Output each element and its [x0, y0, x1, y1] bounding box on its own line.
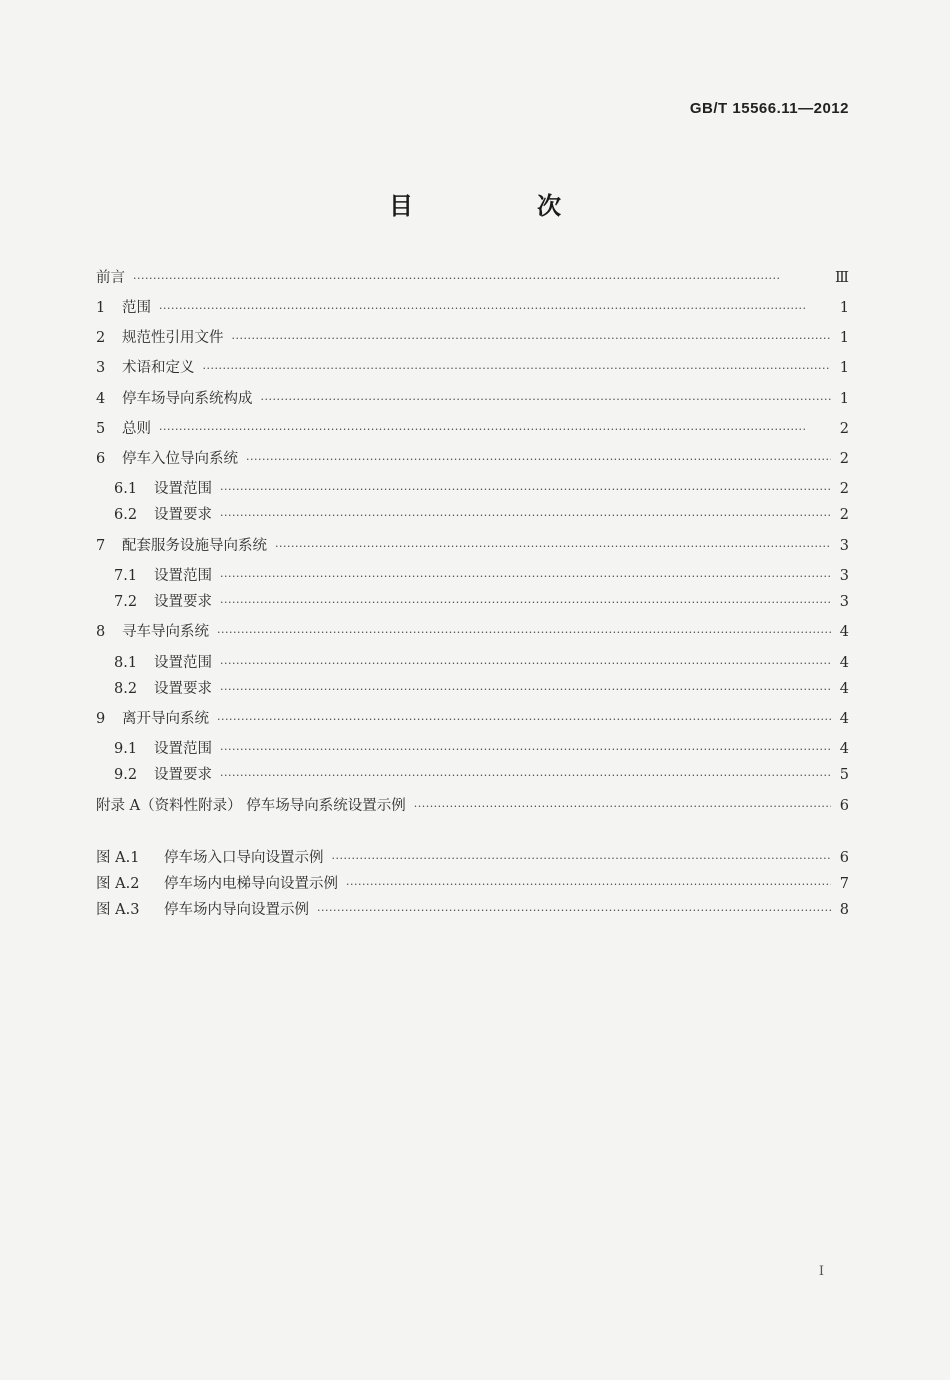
toc-label: 设置要求 — [154, 507, 212, 523]
toc-number: 2 — [96, 330, 106, 346]
toc-page: Ⅲ — [835, 270, 849, 286]
leader-dots — [246, 453, 831, 466]
leader-dots — [220, 657, 831, 670]
toc-page: 4 — [839, 655, 849, 671]
leader-dots — [220, 683, 831, 696]
toc-page: 2 — [839, 421, 849, 437]
toc-label: 设置要求 — [154, 594, 212, 610]
toc-page: 4 — [839, 681, 849, 697]
toc-page: 5 — [839, 767, 849, 783]
toc-label: 离开导向系统 — [122, 711, 209, 727]
leader-dots — [220, 483, 831, 496]
toc-number: 9.2 — [114, 767, 138, 783]
toc-number: 6.1 — [114, 481, 138, 497]
toc-entry-7-2[interactable] — [96, 590, 849, 612]
toc-number: 8.1 — [114, 655, 138, 671]
toc-label: 停车场内导向设置示例 — [164, 902, 309, 918]
toc-label: 术语和定义 — [122, 360, 195, 376]
leader-dots — [220, 769, 831, 782]
toc-page: 3 — [839, 568, 849, 584]
toc-page: 4 — [839, 711, 849, 727]
leader-dots — [217, 713, 831, 726]
toc-number: 9.1 — [114, 741, 138, 757]
toc-entry-4[interactable] — [96, 387, 849, 409]
toc-page: 1 — [839, 330, 849, 346]
toc-number: 7.2 — [114, 594, 138, 610]
toc-page: 2 — [839, 481, 849, 497]
leader-dots — [414, 800, 831, 813]
toc-page: 4 — [839, 624, 849, 640]
toc-label: 停车入位导向系统 — [122, 451, 238, 467]
toc-number: 6 — [96, 451, 106, 467]
toc-entry-7-1[interactable] — [96, 564, 849, 586]
toc-number: 图 A.2 — [96, 876, 140, 892]
leader-dots — [346, 878, 831, 891]
toc-page: 2 — [839, 451, 849, 467]
toc-number: 图 A.1 — [96, 850, 140, 866]
toc-label: 设置范围 — [154, 481, 212, 497]
toc-label: 范围 — [122, 300, 151, 316]
toc-label: 停车场入口导向设置示例 — [164, 850, 324, 866]
toc-entry-1[interactable] — [96, 296, 849, 318]
toc-number: 3 — [96, 360, 106, 376]
toc-entry-8[interactable] — [96, 620, 849, 642]
toc-label: 停车场导向系统构成 — [122, 391, 253, 407]
page-title: 目 次 — [389, 192, 611, 220]
toc-label: 总则 — [122, 421, 151, 437]
toc-entry-6[interactable] — [96, 447, 849, 469]
toc-page: 6 — [839, 850, 849, 866]
toc-label: 设置范围 — [154, 568, 212, 584]
toc-entry-2[interactable] — [96, 326, 849, 348]
toc-number: 7.1 — [114, 568, 138, 584]
toc-entry-annex-a[interactable] — [96, 794, 849, 816]
toc-label: 规范性引用文件 — [122, 330, 224, 346]
toc-number: 7 — [96, 538, 106, 554]
toc-page: 2 — [839, 507, 849, 523]
toc-entry-preface[interactable] — [96, 266, 849, 288]
leader-dots — [217, 626, 831, 639]
toc-entry-figure-a2[interactable] — [96, 872, 849, 894]
leader-dots — [317, 904, 831, 917]
toc-number: 8.2 — [114, 681, 138, 697]
toc-label: 配套服务设施导向系统 — [122, 538, 267, 554]
toc-number: 9 — [96, 711, 106, 727]
standard-code: GB/T 15566.11—2012 — [689, 100, 849, 117]
toc-entry-8-1[interactable] — [96, 651, 849, 673]
toc-entry-6-2[interactable] — [96, 503, 849, 525]
toc-number: 图 A.3 — [96, 902, 140, 918]
toc-page: 1 — [839, 360, 849, 376]
toc-entry-9[interactable] — [96, 707, 849, 729]
toc-number: 4 — [96, 391, 106, 407]
page-number: I — [818, 1264, 824, 1279]
leader-dots — [275, 540, 831, 553]
leader-dots — [220, 596, 831, 609]
toc-entry-7[interactable] — [96, 534, 849, 556]
leader-dots — [133, 272, 827, 285]
toc-number: 8 — [96, 624, 106, 640]
toc-label: 前言 — [96, 270, 125, 286]
leader-dots — [159, 423, 831, 436]
toc-entry-figure-a3[interactable] — [96, 898, 849, 920]
toc-entry-6-1[interactable] — [96, 477, 849, 499]
toc-page: 4 — [839, 741, 849, 757]
toc-page: 3 — [839, 594, 849, 610]
toc-entry-9-1[interactable] — [96, 737, 849, 759]
toc-page: 1 — [839, 391, 849, 407]
leader-dots — [261, 393, 832, 406]
toc-page: 8 — [839, 902, 849, 918]
toc-label: 设置范围 — [154, 741, 212, 757]
toc-label: 设置要求 — [154, 767, 212, 783]
leader-dots — [232, 332, 832, 345]
toc-label: 停车场内电梯导向设置示例 — [164, 876, 338, 892]
toc-label: 寻车导向系统 — [122, 624, 209, 640]
leader-dots — [220, 509, 831, 522]
leader-dots — [203, 362, 832, 375]
toc-page: 6 — [839, 798, 849, 814]
toc-page: 7 — [839, 876, 849, 892]
toc-entry-5[interactable] — [96, 417, 849, 439]
toc-number: 6.2 — [114, 507, 138, 523]
toc-number: 1 — [96, 300, 106, 316]
leader-dots — [220, 570, 831, 583]
toc-entry-figure-a1[interactable] — [96, 846, 849, 868]
leader-dots — [332, 852, 832, 865]
toc-entry-3[interactable] — [96, 356, 849, 378]
toc-page: 1 — [839, 300, 849, 316]
leader-dots — [159, 302, 831, 315]
toc-page: 3 — [839, 538, 849, 554]
toc-entry-9-2[interactable] — [96, 763, 849, 785]
leader-dots — [220, 743, 831, 756]
toc-label: 设置要求 — [154, 681, 212, 697]
toc-number: 5 — [96, 421, 106, 437]
toc-label: 附录 A（资料性附录） 停车场导向系统设置示例 — [96, 798, 406, 814]
toc-entry-8-2[interactable] — [96, 677, 849, 699]
toc-label: 设置范围 — [154, 655, 212, 671]
